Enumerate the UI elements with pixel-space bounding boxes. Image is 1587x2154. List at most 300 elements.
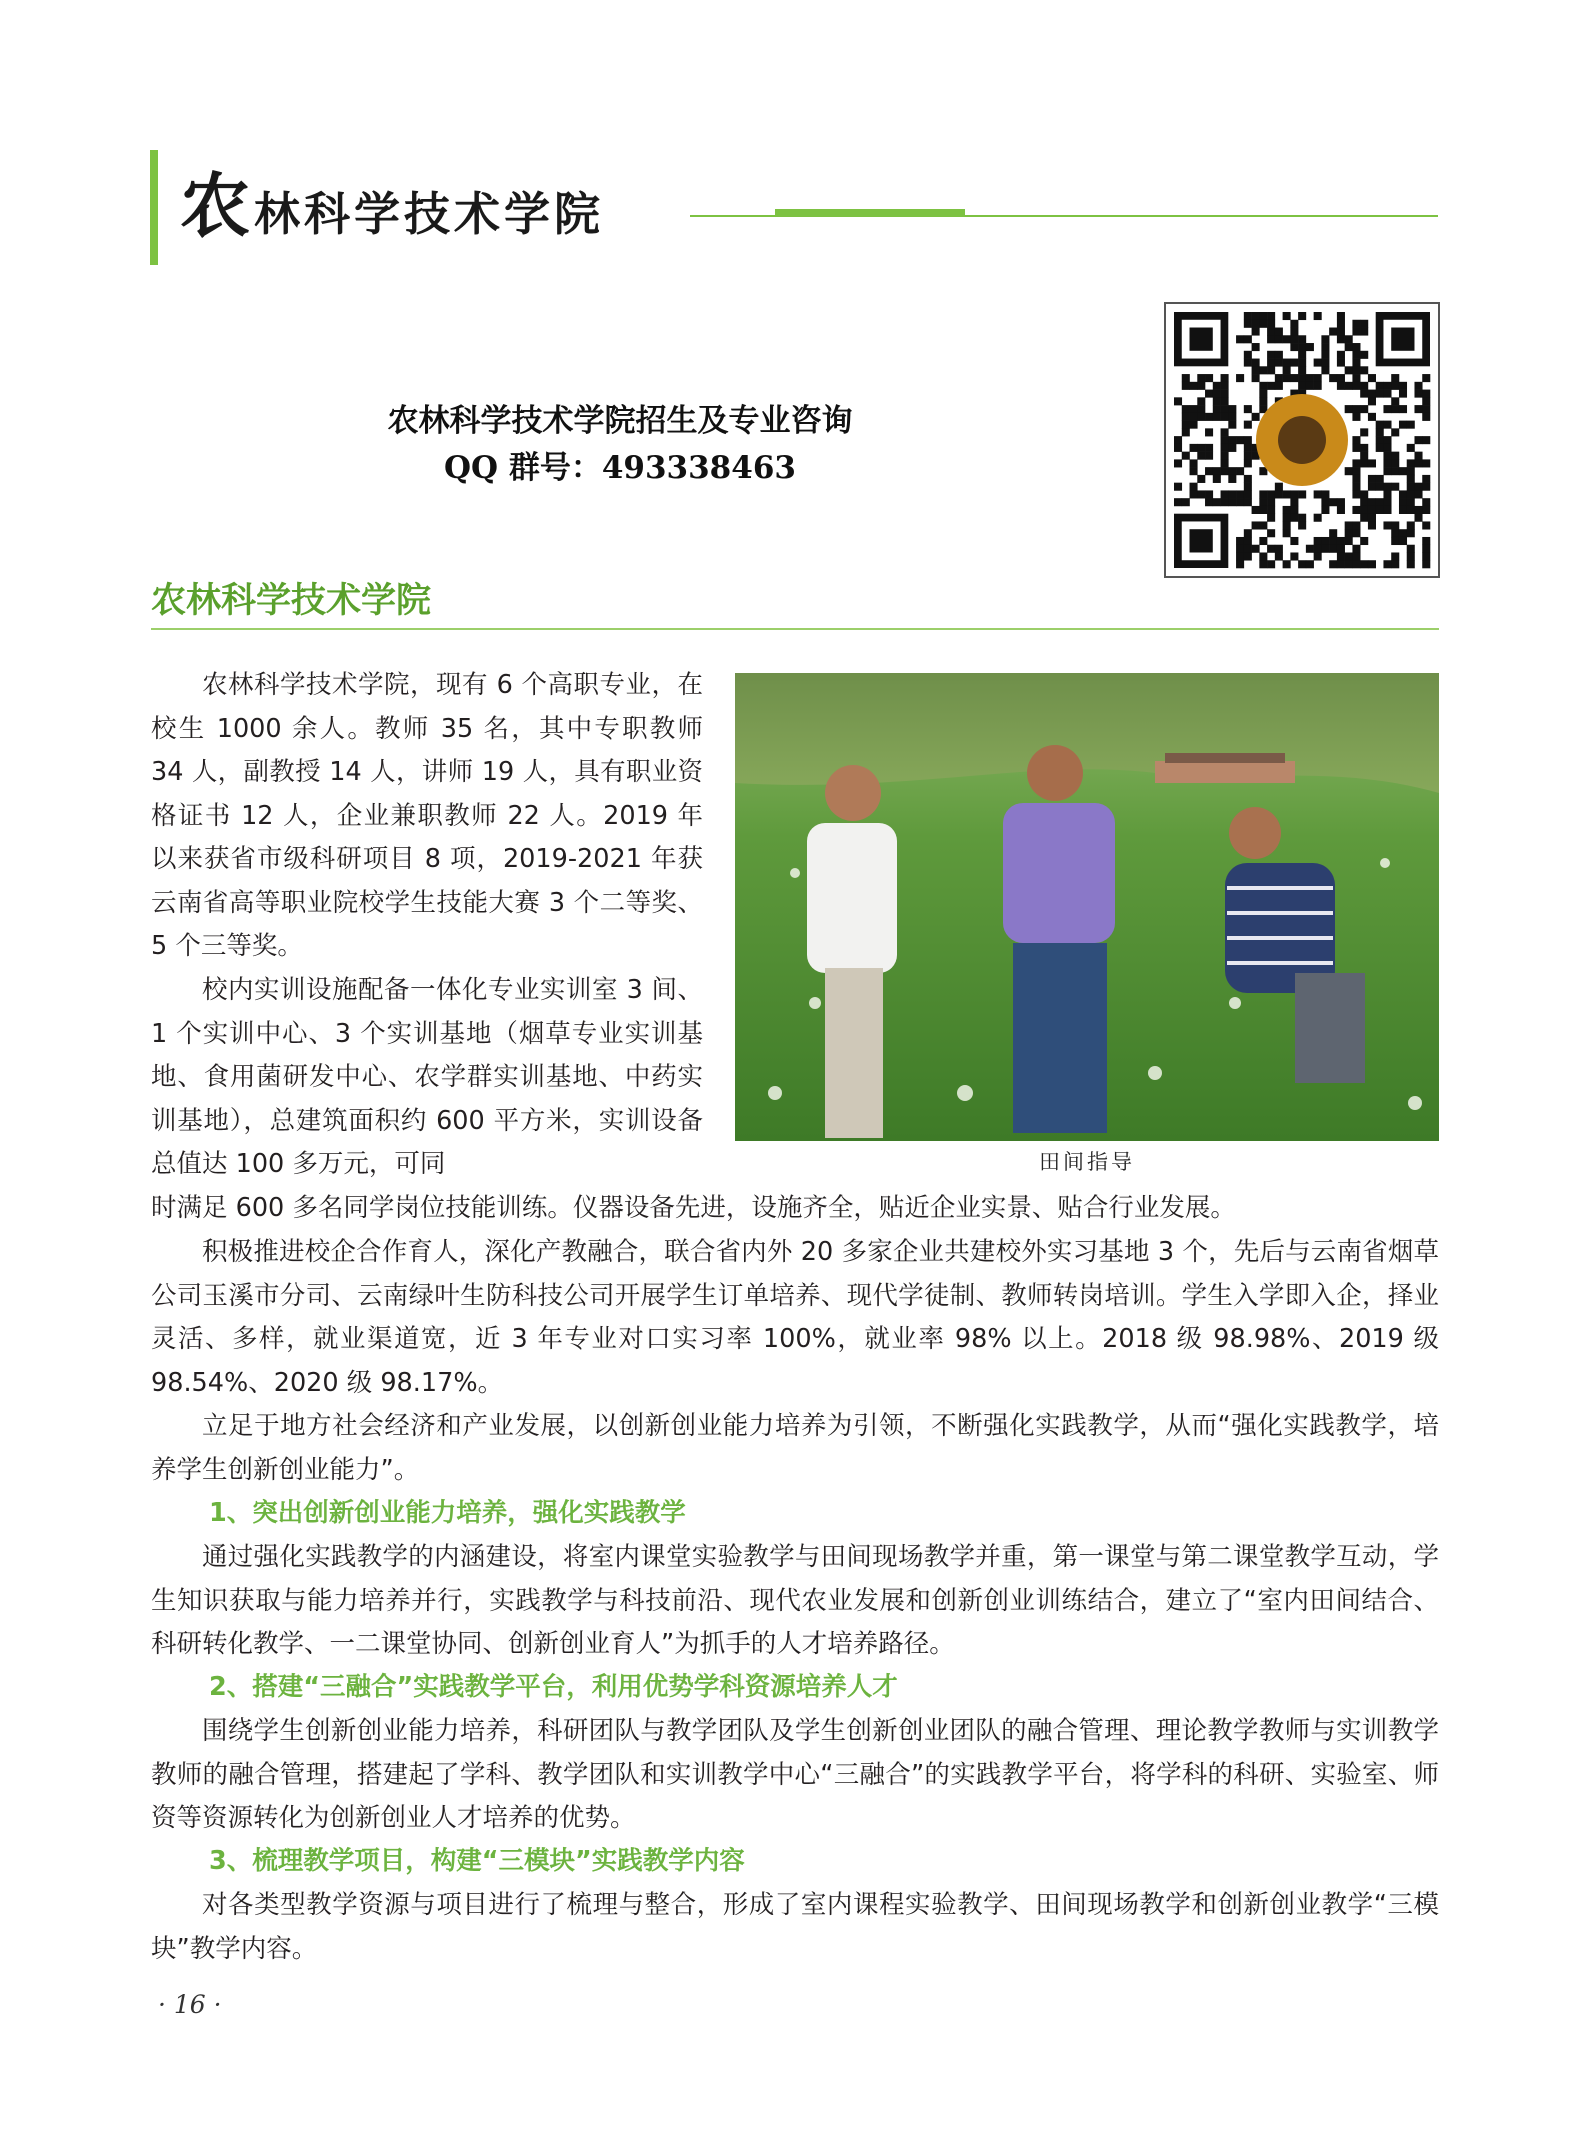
- qr-module: [1213, 405, 1221, 413]
- qr-module: [1376, 475, 1384, 483]
- qr-module: [1383, 498, 1391, 506]
- qr-module: [1197, 382, 1205, 390]
- qr-module: [1267, 366, 1275, 374]
- qr-module: [1228, 405, 1236, 413]
- qr-module: [1244, 545, 1252, 553]
- qr-module: [1376, 390, 1384, 398]
- qr-module: [1368, 521, 1376, 529]
- qr-module: [1267, 529, 1275, 537]
- qr-module: [1391, 428, 1399, 436]
- qr-module: [1360, 506, 1368, 514]
- qr-module: [1252, 320, 1260, 328]
- qr-module: [1244, 421, 1252, 429]
- qr-module: [1213, 390, 1221, 398]
- qr-module: [1236, 335, 1244, 343]
- subheading-3: 3、梳理教学项目，构建“三模块”实践教学内容: [209, 1846, 745, 1876]
- qr-module: [1197, 374, 1205, 382]
- qr-module: [1205, 452, 1213, 460]
- qr-module: [1244, 529, 1252, 537]
- section-title: 农林科学技术学院: [151, 581, 432, 621]
- qr-module: [1314, 359, 1322, 367]
- qr-module: [1290, 343, 1298, 351]
- qr-module: [1383, 459, 1391, 467]
- qr-module: [1252, 545, 1260, 553]
- qr-module: [1422, 506, 1430, 514]
- qr-module: [1399, 498, 1407, 506]
- qr-module: [1259, 552, 1267, 560]
- qr-module: [1337, 537, 1345, 545]
- qr-module: [1252, 366, 1260, 374]
- qr-module: [1190, 382, 1198, 390]
- qr-module: [1213, 382, 1221, 390]
- qr-module: [1376, 421, 1384, 429]
- qr-module: [1407, 490, 1415, 498]
- qr-module: [1267, 328, 1275, 336]
- qr-module: [1352, 545, 1360, 553]
- qr-module: [1414, 436, 1422, 444]
- qr-module: [1345, 521, 1353, 529]
- qr-module: [1190, 483, 1198, 491]
- qr-module: [1244, 320, 1252, 328]
- qr-module: [1174, 498, 1182, 506]
- qr-module: [1360, 428, 1368, 436]
- page-header-title: [180, 150, 604, 251]
- qr-module: [1267, 320, 1275, 328]
- qr-module: [1321, 335, 1329, 343]
- header-rule-accent: [775, 209, 965, 217]
- qr-module: [1337, 328, 1345, 336]
- qr-module: [1298, 382, 1306, 390]
- qr-module: [1197, 452, 1205, 460]
- qr-module: [1197, 413, 1205, 421]
- qr-module: [1298, 366, 1306, 374]
- qr-module: [1360, 320, 1368, 328]
- qr-module: [1321, 545, 1329, 553]
- qr-module: [1399, 529, 1407, 537]
- qr-module: [1391, 397, 1399, 405]
- qr-module: [1352, 483, 1360, 491]
- qr-module: [1182, 413, 1190, 421]
- qr-module: [1391, 374, 1399, 382]
- qr-module: [1244, 436, 1252, 444]
- qr-module: [1391, 382, 1399, 390]
- qr-module: [1259, 498, 1267, 506]
- qr-module: [1345, 467, 1353, 475]
- qr-module: [1314, 552, 1322, 560]
- qr-module: [1337, 560, 1345, 568]
- qr-module: [1283, 374, 1291, 382]
- qr-module: [1275, 359, 1283, 367]
- qr-module: [1314, 514, 1322, 522]
- qr-module: [1244, 483, 1252, 491]
- qr-module: [1236, 467, 1244, 475]
- qr-module: [1352, 405, 1360, 413]
- qr-module: [1345, 529, 1353, 537]
- qr-module: [1368, 397, 1376, 405]
- qr-module: [1422, 560, 1430, 568]
- qr-module: [1174, 483, 1182, 491]
- qr-module: [1213, 467, 1221, 475]
- qr-module: [1368, 483, 1376, 491]
- qr-module: [1391, 560, 1399, 568]
- qr-module: [1391, 459, 1399, 467]
- qr-module: [1252, 413, 1260, 421]
- qr-module: [1360, 452, 1368, 460]
- qr-module: [1306, 560, 1314, 568]
- qr-module: [1376, 428, 1384, 436]
- qr-module: [1414, 382, 1422, 390]
- qr-module: [1213, 498, 1221, 506]
- qr-module: [1267, 560, 1275, 568]
- qr-module: [1314, 490, 1322, 498]
- qr-module: [1352, 490, 1360, 498]
- qr-module: [1306, 545, 1314, 553]
- qr-finder-pattern: [1190, 328, 1213, 351]
- qr-module: [1290, 514, 1298, 522]
- qr-module: [1259, 397, 1267, 405]
- qr-module: [1298, 335, 1306, 343]
- qr-module: [1345, 335, 1353, 343]
- qr-module: [1259, 382, 1267, 390]
- qr-module: [1259, 390, 1267, 398]
- qr-module: [1383, 467, 1391, 475]
- qr-module: [1267, 351, 1275, 359]
- qr-module: [1422, 537, 1430, 545]
- qr-module: [1360, 405, 1368, 413]
- qr-module: [1383, 421, 1391, 429]
- qr-module: [1275, 483, 1283, 491]
- qr-module: [1376, 483, 1384, 491]
- qr-module: [1337, 382, 1345, 390]
- qr-module: [1407, 498, 1415, 506]
- qr-module: [1352, 351, 1360, 359]
- qr-module: [1221, 444, 1229, 452]
- qr-module: [1290, 506, 1298, 514]
- qr-module: [1391, 405, 1399, 413]
- qr-module: [1383, 490, 1391, 498]
- qr-module: [1236, 498, 1244, 506]
- qr-module: [1368, 413, 1376, 421]
- qr-module: [1407, 475, 1415, 483]
- qr-module: [1414, 490, 1422, 498]
- qr-module: [1267, 514, 1275, 522]
- qr-code-graphic: [1166, 304, 1438, 576]
- qr-module: [1329, 545, 1337, 553]
- qr-module: [1275, 335, 1283, 343]
- qr-module: [1321, 351, 1329, 359]
- paragraph-6: 围绕学生创新创业能力培养，科研团队与教学团队及学生创新创业团队的融合管理、理论教学教师与实训教学教师的融合管理，搭建起了学科、教学团队和实训教学中心“三融合”的实践教学平台，将学科的科研、实验室、师资等资源转化为创新创业人才培养的优势。: [151, 1716, 1439, 1833]
- qr-module: [1391, 483, 1399, 491]
- paragraph-3: 积极推进校企合作育人，深化产教融合，联合省内外 20 多家企业共建校外实习基地 3 个，先后与云南省烟草公司玉溪市分司、云南绿叶生防科技公司开展学生订单培养、现代学徒制、教师转岗培训。学生入学即入企，择业灵活、多样，就业渠道宽，近 3 年专业对口实习率 100%，就业率 98% 以上。2018 级 98.98%、2019 级 98.54%、2020 级 98.17%。: [151, 1237, 1439, 1398]
- qr-module: [1352, 366, 1360, 374]
- qr-module: [1290, 552, 1298, 560]
- qr-module: [1399, 382, 1407, 390]
- qr-module: [1376, 436, 1384, 444]
- qr-module: [1267, 359, 1275, 367]
- qr-module: [1283, 560, 1291, 568]
- qr-module: [1399, 537, 1407, 545]
- qr-module: [1228, 467, 1236, 475]
- qr-module: [1383, 390, 1391, 398]
- qr-module: [1205, 444, 1213, 452]
- qr-module: [1283, 359, 1291, 367]
- qr-module: [1221, 459, 1229, 467]
- qr-module: [1259, 312, 1267, 320]
- qr-module: [1422, 374, 1430, 382]
- qr-module: [1298, 351, 1306, 359]
- qr-module: [1422, 552, 1430, 560]
- qr-module: [1329, 560, 1337, 568]
- qr-module: [1259, 366, 1267, 374]
- qr-module: [1345, 382, 1353, 390]
- qr-module: [1352, 467, 1360, 475]
- qr-module: [1267, 498, 1275, 506]
- qr-module: [1190, 413, 1198, 421]
- qr-module: [1345, 343, 1353, 351]
- qr-module: [1298, 521, 1306, 529]
- qr-module: [1197, 397, 1205, 405]
- qr-module: [1360, 382, 1368, 390]
- qr-module: [1414, 506, 1422, 514]
- qr-module: [1345, 537, 1353, 545]
- qr-module: [1197, 405, 1205, 413]
- qr-module: [1414, 514, 1422, 522]
- qr-module: [1290, 498, 1298, 506]
- qr-module: [1275, 351, 1283, 359]
- qr-module: [1407, 467, 1415, 475]
- qr-module: [1407, 483, 1415, 491]
- qr-module: [1399, 390, 1407, 398]
- qr-module: [1221, 467, 1229, 475]
- qr-module: [1190, 459, 1198, 467]
- qr-module: [1321, 490, 1329, 498]
- qr-module: [1298, 359, 1306, 367]
- qr-module: [1221, 374, 1229, 382]
- qr-module: [1352, 359, 1360, 367]
- qr-module: [1283, 490, 1291, 498]
- qr-module: [1314, 537, 1322, 545]
- qr-module: [1213, 397, 1221, 405]
- qr-module: [1205, 498, 1213, 506]
- qr-module: [1236, 436, 1244, 444]
- qr-module: [1252, 328, 1260, 336]
- qr-module: [1407, 552, 1415, 560]
- qr-module: [1228, 475, 1236, 483]
- qr-module: [1368, 498, 1376, 506]
- qr-module: [1275, 490, 1283, 498]
- qr-module: [1283, 335, 1291, 343]
- qr-module: [1244, 475, 1252, 483]
- qr-module: [1228, 490, 1236, 498]
- qr-module: [1314, 545, 1322, 553]
- qr-module: [1228, 421, 1236, 429]
- qr-module: [1197, 490, 1205, 498]
- qr-module: [1352, 374, 1360, 382]
- qr-module: [1306, 374, 1314, 382]
- qr-module: [1236, 374, 1244, 382]
- qr-module: [1236, 490, 1244, 498]
- qr-module: [1267, 382, 1275, 390]
- qr-module: [1422, 498, 1430, 506]
- qr-module: [1190, 490, 1198, 498]
- qr-module: [1352, 506, 1360, 514]
- page-number: · 16 ·: [158, 1990, 222, 2019]
- qr-module: [1236, 545, 1244, 553]
- qr-module: [1190, 467, 1198, 475]
- qr-module: [1244, 490, 1252, 498]
- qr-module: [1407, 506, 1415, 514]
- qr-module: [1337, 359, 1345, 367]
- qr-module: [1283, 529, 1291, 537]
- qr-module: [1407, 421, 1415, 429]
- qr-module: [1368, 506, 1376, 514]
- qr-module: [1221, 490, 1229, 498]
- qr-module: [1267, 545, 1275, 553]
- qr-module: [1267, 490, 1275, 498]
- qr-module: [1236, 560, 1244, 568]
- field-photo-illustration: [735, 673, 1439, 1141]
- paragraph-7: 对各类型教学资源与项目进行了梳理与整合，形成了室内课程实验教学、田间现场教学和创新创业教学“三模块”教学内容。: [151, 1890, 1439, 1964]
- qr-module: [1352, 459, 1360, 467]
- qr-module: [1314, 374, 1322, 382]
- qr-module: [1197, 475, 1205, 483]
- paragraph-2a: 校内实训设施配备一体化专业实训室 3 间、1 个实训中心、3 个实训基地（烟草专业实训基地、食用菌研发中心、农学群实训基地、中药实训基地），总建筑面积约 600 平方米，实训设备总值达 100 多万元，可同: [151, 975, 703, 1179]
- qr-module: [1298, 560, 1306, 568]
- qr-module: [1244, 444, 1252, 452]
- qr-module: [1422, 405, 1430, 413]
- qr-module: [1236, 537, 1244, 545]
- qr-module: [1290, 359, 1298, 367]
- paragraph-5: 通过强化实践教学的内涵建设，将室内课堂实验教学与田间现场教学并重，第一课堂与第二课堂教学互动，学生知识获取与能力培养并行，实践教学与科技前沿、现代农业发展和创新创业训练结合，建立了“室内田间结合、科研转化教学、一二课堂协同、创新创业育人”为抓手的人才培养路径。: [151, 1542, 1439, 1659]
- qr-module: [1352, 529, 1360, 537]
- qr-module: [1221, 382, 1229, 390]
- qr-module: [1368, 475, 1376, 483]
- paragraph-2b: 时满足 600 多名同学岗位技能训练。仪器设备先进，设施齐全，贴近企业实景、贴合行业发展。: [151, 1193, 1236, 1223]
- qr-module: [1414, 405, 1422, 413]
- qr-module: [1399, 490, 1407, 498]
- qr-module: [1275, 545, 1283, 553]
- qr-module: [1252, 521, 1260, 529]
- qr-module: [1252, 506, 1260, 514]
- qr-module: [1399, 467, 1407, 475]
- qr-module: [1205, 374, 1213, 382]
- qr-module: [1298, 343, 1306, 351]
- field-photo: [735, 673, 1439, 1141]
- qr-module: [1275, 374, 1283, 382]
- qr-module: [1197, 444, 1205, 452]
- qr-module: [1383, 483, 1391, 491]
- qr-module: [1306, 343, 1314, 351]
- qr-module: [1352, 552, 1360, 560]
- qr-module: [1259, 560, 1267, 568]
- qr-module: [1321, 506, 1329, 514]
- qr-module: [1275, 382, 1283, 390]
- qr-module: [1391, 529, 1399, 537]
- subheading-1: 1、突出创新创业能力培养，强化实践教学: [209, 1498, 686, 1528]
- qr-module: [1259, 521, 1267, 529]
- qr-module: [1352, 475, 1360, 483]
- qr-module: [1182, 498, 1190, 506]
- qr-module: [1352, 328, 1360, 336]
- qr-module: [1407, 459, 1415, 467]
- qr-module: [1376, 382, 1384, 390]
- qr-module: [1391, 537, 1399, 545]
- qr-module: [1298, 514, 1306, 522]
- qr-module: [1283, 521, 1291, 529]
- qr-module: [1352, 320, 1360, 328]
- qr-module: [1360, 390, 1368, 398]
- qr-module: [1376, 444, 1384, 452]
- qr-module: [1337, 312, 1345, 320]
- qr-module: [1267, 506, 1275, 514]
- qr-module: [1228, 498, 1236, 506]
- qr-module: [1345, 366, 1353, 374]
- qr-module: [1314, 312, 1322, 320]
- qr-module: [1259, 320, 1267, 328]
- qr-module: [1244, 359, 1252, 367]
- subheading-2: 2、搭建“三融合”实践教学平台，利用优势学科资源培养人才: [209, 1672, 898, 1702]
- qr-module: [1244, 335, 1252, 343]
- header-title-rest: 林科学技术学院: [254, 187, 604, 241]
- qr-module: [1368, 459, 1376, 467]
- qr-module: [1391, 467, 1399, 475]
- qr-module: [1383, 436, 1391, 444]
- header-accent-bar: [150, 150, 158, 265]
- qr-module: [1337, 374, 1345, 382]
- qr-module: [1298, 312, 1306, 320]
- qr-module: [1337, 320, 1345, 328]
- qr-module: [1267, 312, 1275, 320]
- qr-module: [1368, 390, 1376, 398]
- qr-module: [1221, 397, 1229, 405]
- qr-module: [1337, 506, 1345, 514]
- qr-module: [1329, 328, 1337, 336]
- qr-module: [1174, 459, 1182, 467]
- qr-module: [1275, 552, 1283, 560]
- qr-code-icon: [1164, 302, 1440, 578]
- qr-module: [1321, 537, 1329, 545]
- qr-module: [1360, 560, 1368, 568]
- qr-module: [1360, 366, 1368, 374]
- qr-module: [1244, 452, 1252, 460]
- qr-module: [1422, 390, 1430, 398]
- qr-module: [1314, 382, 1322, 390]
- qr-module: [1337, 351, 1345, 359]
- qr-module: [1321, 359, 1329, 367]
- qr-module: [1360, 328, 1368, 336]
- qr-module: [1352, 343, 1360, 351]
- qr-module: [1236, 552, 1244, 560]
- qr-module: [1368, 560, 1376, 568]
- qr-module: [1252, 343, 1260, 351]
- qr-module: [1352, 382, 1360, 390]
- qr-module: [1221, 413, 1229, 421]
- qr-module: [1407, 560, 1415, 568]
- qr-module: [1244, 459, 1252, 467]
- qr-module: [1391, 521, 1399, 529]
- qr-module: [1414, 483, 1422, 491]
- qr-module: [1391, 552, 1399, 560]
- qr-module: [1182, 374, 1190, 382]
- qr-module: [1298, 490, 1306, 498]
- qr-module: [1252, 359, 1260, 367]
- qr-module: [1174, 397, 1182, 405]
- qr-module: [1252, 374, 1260, 382]
- qr-module: [1221, 428, 1229, 436]
- qr-module: [1422, 483, 1430, 491]
- qr-module: [1383, 405, 1391, 413]
- qr-module: [1383, 452, 1391, 460]
